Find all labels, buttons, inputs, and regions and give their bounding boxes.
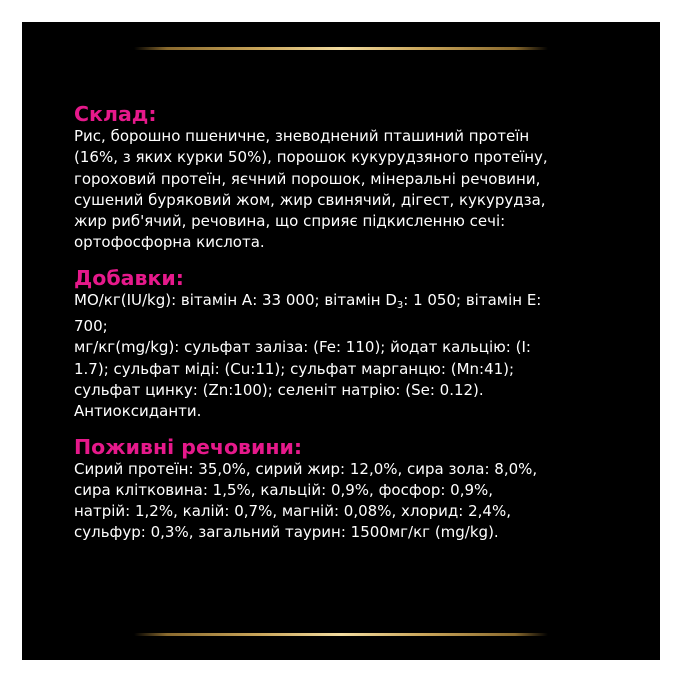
ingredients-panel: [22, 22, 660, 660]
composition-line: ортофосфорна кислота.: [74, 233, 265, 252]
bottom-gold-divider: [134, 633, 548, 636]
additives-line: 700;: [74, 317, 108, 336]
nutrients-section: [74, 435, 634, 544]
composition-line: Рис, борошно пшеничне, зневоднений пташиний протеїн: [74, 127, 530, 145]
content-area: [74, 102, 634, 556]
vitamin-d-subscript: 3: [396, 299, 404, 311]
nutrients-line: сульфур: 0,3%, загальний таурин: 1500мг/кг (mg/kg).: [74, 523, 499, 542]
top-gold-divider: [134, 47, 548, 50]
nutrients-line: сира клітковина: 1,5%, кальцій: 0,9%, фосфор: 0,9%,: [74, 480, 494, 499]
vitamins-text: МО/кг(IU/kg): вітамін А: 33 000; вітамін D: [74, 290, 397, 309]
vitamins-text-continued: : 1 050; вітамін Е:: [403, 290, 542, 309]
composition-line: (16%, з яких курки 50%), порошок кукурудзяного протеїну,: [74, 148, 548, 167]
additives-section: [74, 266, 634, 423]
additives-line: сульфат цинку: (Zn:100); селеніт натрію: (Se: 0.12).: [74, 380, 484, 399]
nutrients-heading: Поживні речовини:: [74, 434, 303, 459]
additives-line: мг/кг(mg/kg): сульфат заліза: (Fe: 110); йодат кальцію: (I:: [74, 338, 531, 357]
additives-heading: Добавки:: [74, 265, 184, 290]
additives-vitamins-line: [74, 290, 634, 316]
composition-heading: Склад:: [74, 102, 157, 126]
nutrients-line: Сирий протеїн: 35,0%, сирий жир: 12,0%, сира зола: 8,0%,: [74, 459, 538, 478]
composition-section: [74, 102, 634, 254]
additives-line: 1.7); сульфат міді: (Cu:11); сульфат марганцю: (Mn:41);: [74, 359, 515, 378]
composition-line: сушений буряковий жом, жир свинячий, дігест, кукурудза,: [74, 190, 546, 209]
composition-line: жир риб'ячий, речовина, що сприяє підкисленню сечі:: [74, 212, 506, 231]
nutrients-line: натрій: 1,2%, калій: 0,7%, магній: 0,08%, хлорид: 2,4%,: [74, 502, 511, 521]
additives-line: Антиоксиданти.: [74, 402, 202, 421]
composition-line: гороховий протеїн, яєчний порошок, мінеральні речовини,: [74, 169, 541, 188]
